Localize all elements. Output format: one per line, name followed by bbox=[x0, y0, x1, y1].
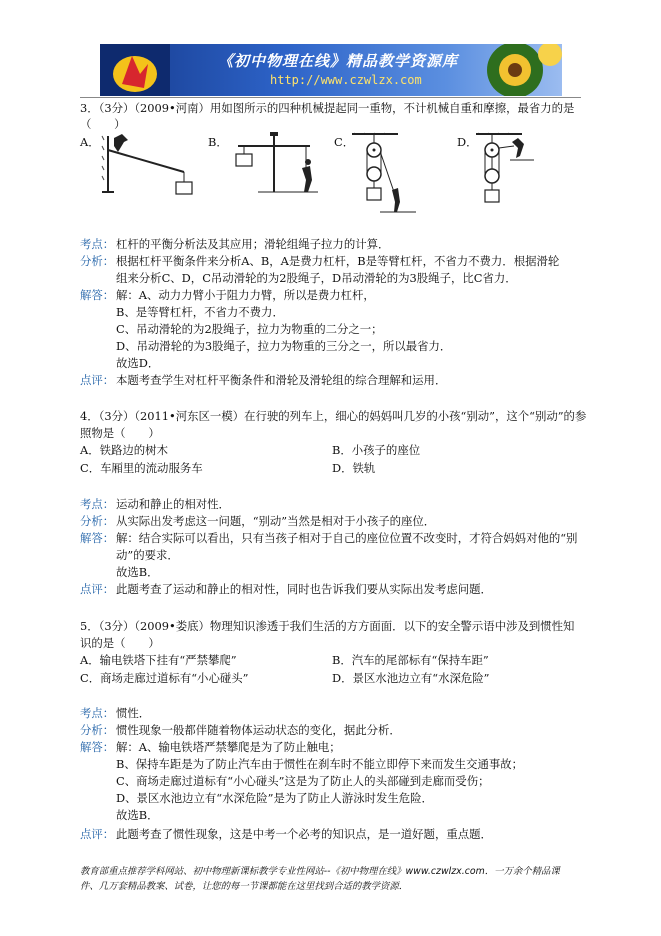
q3-fenxi-tag: 分析： bbox=[80, 254, 115, 268]
q5-option-b: B．汽车的尾部标有“保持车距” bbox=[332, 653, 489, 667]
footer-line-1: 教育部重点推荐学科网站、初中物理新课标教学专业性网站--《初中物理在线》www.czwlzx.com．一万余个精品课 bbox=[80, 866, 560, 877]
q3-diagram-a-lever bbox=[100, 132, 200, 212]
header-banner bbox=[100, 44, 562, 96]
q3-diagram-b-lever bbox=[228, 132, 328, 212]
q4-fenxi-tag: 分析： bbox=[80, 514, 115, 528]
footer-line-2: 件、几万套精品教案、试卷，让您的每一节课都能在这里找到合适的教学资源． bbox=[80, 881, 409, 892]
q5-jieda-line-2: B、保持车距是为了防止汽车由于惯性在刹车时不能立即停下来而发生交通事故； bbox=[116, 757, 524, 771]
q4-jieda-tag: 解答： bbox=[80, 531, 115, 545]
q4-stem-line-1: 4．（3分）（2011•河东区一模）在行驶的列车上，细心的妈妈叫几岁的小孩“别动”，这个“别动”的参 bbox=[80, 409, 587, 423]
q4-option-d: D．铁轨 bbox=[332, 461, 376, 475]
q3-option-d-label: D． bbox=[457, 135, 478, 149]
q4-jieda-line-1: 解：结合实际可以看出，只有当孩子相对于自己的座位位置不改变时，才符合妈妈对他的“别 bbox=[116, 531, 578, 545]
q5-stem-line-1: 5．（3分）（2009•娄底）物理知识渗透于我们生活的方方面面．以下的安全警示语中涉及到惯性知 bbox=[80, 619, 575, 633]
banner-title: 《初中物理在线》精品教学资源库 bbox=[218, 52, 459, 70]
q3-fenxi-line-1: 根据杠杆平衡条件来分析A、B，A是费力杠杆，B是等臂杠杆，不省力不费力．根据滑轮 bbox=[116, 254, 560, 268]
q4-option-a: A．铁路边的树木 bbox=[80, 443, 168, 457]
q3-diagram-d-pulley bbox=[474, 132, 544, 217]
q3-jieda-line-4: D、吊动滑轮的为3股绳子，拉力为物重的三分之一，所以最省力． bbox=[116, 339, 452, 353]
page-footer bbox=[80, 864, 585, 894]
q3-option-a-label: A． bbox=[80, 135, 100, 149]
q3-option-b-label: B． bbox=[208, 135, 228, 149]
q3-option-c-label: C． bbox=[334, 135, 355, 149]
q3-fenxi-line-2: 组来分析C、D，C吊动滑轮的为2股绳子，D吊动滑轮的为3股绳子，比C省力． bbox=[116, 271, 517, 285]
q5-jieda-line-5: 故选B． bbox=[116, 808, 159, 822]
q3-stem: 3．（3分）（2009•河南）用如图所示的四种机械提起同一重物，不计机械自重和摩擦，最省力的是 bbox=[80, 101, 575, 115]
q5-jieda-line-3: C、商场走廊过道标有“小心碰头”这是为了防止人的头部碰到走廊而受伤； bbox=[116, 774, 490, 788]
q3-jieda-line-2: B、是等臂杠杆，不省力不费力． bbox=[116, 305, 284, 319]
q5-dianping: 此题考查了惯性现象，这是中考一个必考的知识点，是一道好题，重点题． bbox=[116, 827, 492, 841]
q3-kaodian: 杠杆的平衡分析法及其应用；滑轮组绳子拉力的计算． bbox=[116, 237, 390, 251]
q4-jieda-line-3: 故选B． bbox=[116, 565, 159, 579]
q5-jieda-tag: 解答： bbox=[80, 740, 115, 754]
q4-option-b: B．小孩子的座位 bbox=[332, 443, 421, 457]
q5-option-a: A．输电铁塔下挂有“严禁攀爬” bbox=[80, 653, 237, 667]
q4-jieda-line-2: 动”的要求． bbox=[116, 548, 179, 562]
q3-jieda-tag: 解答： bbox=[80, 288, 115, 302]
q3-kaodian-tag: 考点： bbox=[80, 237, 115, 251]
q4-stem-line-2: 照物是（ ） bbox=[80, 426, 160, 440]
q3-paren: （ ） bbox=[80, 117, 126, 131]
q3-dianping: 本题考查学生对杠杆平衡条件和滑轮及滑轮组的综合理解和运用． bbox=[116, 373, 447, 387]
q5-option-c: C．商场走廊过道标有“小心碰头” bbox=[80, 671, 249, 685]
q5-kaodian-tag: 考点： bbox=[80, 706, 115, 720]
q3-diagram-c-pulley bbox=[350, 132, 420, 217]
q5-kaodian: 惯性． bbox=[116, 706, 151, 720]
q3-jieda-line-3: C、吊动滑轮的为2股绳子，拉力为物重的二分之一； bbox=[116, 322, 383, 336]
q3-jieda-line-5: 故选D． bbox=[116, 356, 160, 370]
q5-dianping-tag: 点评： bbox=[80, 827, 115, 841]
q5-jieda-line-4: D、景区水池边立有“水深危险”是为了防止人游泳时发生危险． bbox=[116, 791, 433, 805]
header-rule bbox=[80, 97, 581, 98]
q4-dianping: 此题考查了运动和静止的相对性，同时也告诉我们要从实际出发考虑问题． bbox=[116, 582, 492, 596]
q3-dianping-tag: 点评： bbox=[80, 373, 115, 387]
q4-fenxi: 从实际出发考虑这一问题，“别动”当然是相对于小孩子的座位． bbox=[116, 514, 436, 528]
q4-option-c: C．车厢里的流动服务车 bbox=[80, 461, 203, 475]
q3-jieda-line-1: 解：A、动力力臂小于阻力力臂，所以是费力杠杆， bbox=[116, 288, 375, 302]
q5-stem-line-2: 识的是（ ） bbox=[80, 636, 160, 650]
q5-fenxi-tag: 分析： bbox=[80, 723, 115, 737]
q4-kaodian-tag: 考点： bbox=[80, 497, 115, 511]
q5-fenxi: 惯性现象一般都伴随着物体运动状态的变化，据此分析． bbox=[116, 723, 401, 737]
q5-jieda-line-1: 解：A、输电铁塔严禁攀爬是为了防止触电； bbox=[116, 740, 341, 754]
q5-option-d: D．景区水池边立有“水深危险” bbox=[332, 671, 490, 685]
q4-kaodian: 运动和静止的相对性． bbox=[116, 497, 230, 511]
banner-url: http://www.czwlzx.com bbox=[270, 73, 422, 87]
q4-dianping-tag: 点评： bbox=[80, 582, 115, 596]
